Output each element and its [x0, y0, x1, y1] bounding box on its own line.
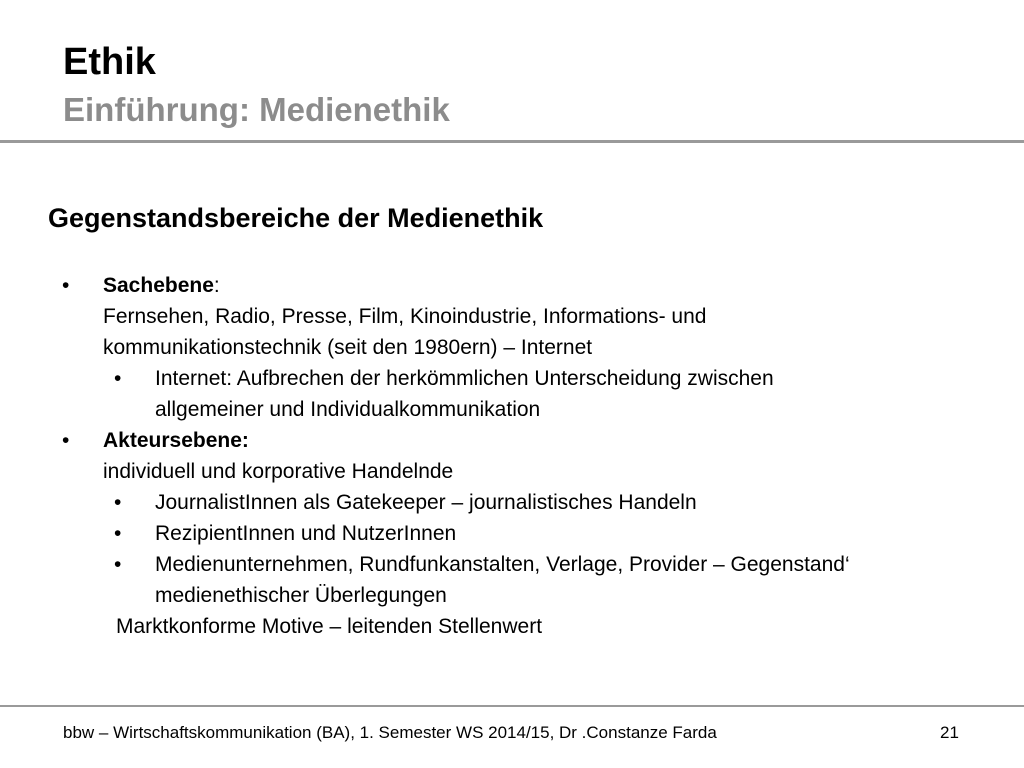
bullet-icon: •: [62, 274, 70, 297]
internet-line-2: allgemeiner und Individualkommunikation: [155, 398, 541, 421]
rezipienten-text: RezipientInnen und NutzerInnen: [155, 522, 457, 545]
sachebene-label-line: [103, 270, 220, 301]
footer-text: bbw – Wirtschaftskommunikation (BA), 1. Semester WS 2014/15, Dr .Constanze Farda: [63, 723, 717, 742]
list-item-text: [0, 332, 1024, 363]
list-item-text: [0, 456, 1024, 487]
bullet-icon: •: [114, 367, 122, 390]
sub-list-item-internet: [0, 363, 1024, 394]
header-divider: [0, 140, 1024, 143]
closing-line: Marktkonforme Motive – leitenden Stellenwert: [116, 615, 543, 638]
akteursebene-label: Akteursebene:: [103, 429, 249, 452]
bullet-icon: •: [114, 522, 122, 545]
bullet-list: [0, 270, 1024, 642]
list-item-akteursebene: [0, 425, 1024, 456]
list-item-text: [0, 394, 1024, 425]
journalisten-text: JournalistInnen als Gatekeeper – journalistisches Handeln: [155, 491, 697, 514]
list-item-text: [0, 611, 1024, 642]
sachebene-label: Sachebene: [103, 274, 214, 297]
slide-subtitle: Einführung: Medienethik: [63, 91, 450, 128]
sub-list-item-rezipienten: [0, 518, 1024, 549]
medienunternehmen-line-1: Medienunternehmen, Rundfunkanstalten, Verlage, Provider – Gegenstand‘: [155, 553, 850, 576]
footer-divider: [0, 705, 1024, 707]
section-heading: Gegenstandsbereiche der Medienethik: [48, 203, 544, 233]
list-item-text: [0, 301, 1024, 332]
bullet-icon: •: [114, 491, 122, 514]
slide-title: Ethik: [63, 41, 156, 83]
page-number: 21: [940, 723, 959, 742]
akteursebene-line-1: individuell und korporative Handelnde: [103, 460, 454, 483]
bullet-icon: •: [114, 553, 122, 576]
sub-list-item-journalisten: [0, 487, 1024, 518]
list-item-sachebene: [0, 270, 1024, 301]
sachebene-line-1: Fernsehen, Radio, Presse, Film, Kinoindustrie, Informations- und: [103, 305, 707, 328]
bullet-icon: •: [62, 429, 70, 452]
sachebene-colon: :: [213, 274, 220, 297]
internet-line-1: Internet: Aufbrechen der herkömmlichen Unterscheidung zwischen: [155, 367, 774, 390]
sub-list-item-medienunternehmen: [0, 549, 1024, 580]
medienunternehmen-line-2: medienethischer Überlegungen: [155, 584, 447, 607]
sachebene-line-2: kommunikationstechnik (seit den 1980ern) – Internet: [103, 336, 593, 359]
list-item-text: [0, 580, 1024, 611]
